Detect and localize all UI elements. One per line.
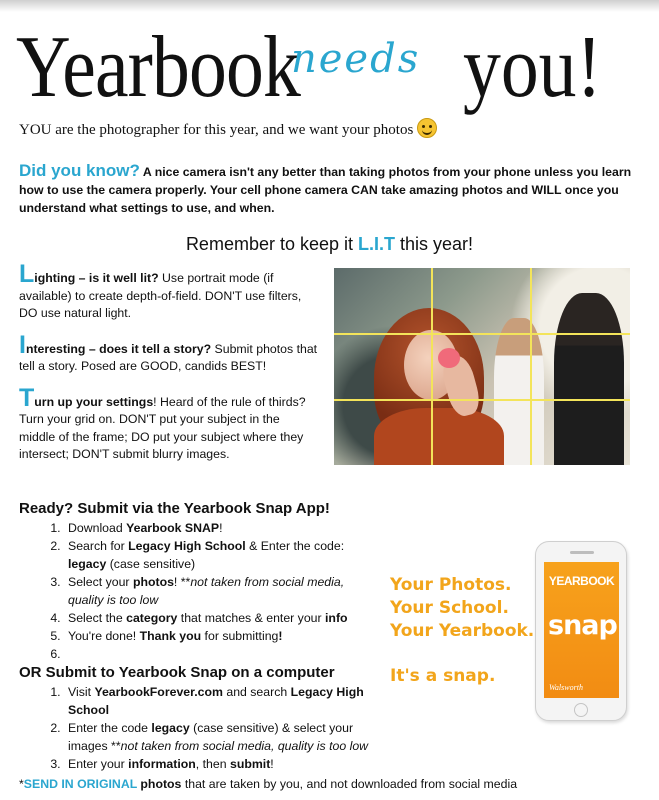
remember-before: Remember to keep it — [185, 234, 359, 254]
tip-lighting — [19, 260, 319, 323]
did-you-know-text: A nice camera isn't any better than taking photos from your phone unless you learn how to use the camera properly. Your cell phone camera CAN take amazing photos and WILL once you understand what settings to use, and when. — [19, 165, 632, 215]
remember-lit-heading — [0, 234, 659, 255]
list-item-empty — [64, 645, 379, 663]
lit-tips — [19, 260, 319, 476]
grid-line-horizontal — [334, 399, 630, 401]
tip-turn-up-settings — [19, 383, 319, 464]
list-item: 1. Visit YearbookForever.com and search Legacy High School — [64, 683, 379, 719]
list-item: 3. Select your photos! **not taken from social media, quality is too low — [64, 573, 379, 609]
makeup-sponge — [438, 348, 460, 368]
grid-line-horizontal — [334, 333, 630, 335]
brand-logo: Walsworth — [549, 683, 583, 692]
tip-head: ighting – is it well lit? — [34, 271, 159, 285]
app-title: YEARBOOK — [548, 574, 615, 588]
title-word-you: you! — [463, 19, 602, 116]
tip-head: nteresting – does it tell a story? — [25, 341, 212, 356]
tip-head: urn up your settings — [34, 394, 154, 409]
computer-steps — [64, 683, 379, 773]
title-word-yearbook: Yearbook — [16, 19, 300, 116]
intro-line — [19, 118, 437, 139]
submission-instructions — [19, 500, 379, 773]
yearbook-snap-slogan — [390, 574, 534, 688]
intro-text: YOU are the photographer for this year, and we want your photos — [19, 122, 414, 138]
slogan-tagline: It's a snap. — [390, 666, 496, 686]
list-item: 2. Enter the code legacy (case sensitive) & select your images **not taken from social media, quality is too low — [64, 719, 379, 755]
phone-speaker — [570, 551, 594, 554]
phone-screen — [544, 562, 619, 698]
photo-background-person — [554, 293, 624, 465]
tip-letter: L — [19, 260, 35, 288]
tip-interesting — [19, 330, 319, 376]
tip-body: Submit photos that tell a story. Posed are GOOD, candids BEST! — [19, 341, 318, 373]
did-you-know-lead: Did you know? — [19, 161, 140, 180]
smiley-emoji-icon — [417, 118, 437, 138]
app-steps — [64, 519, 379, 663]
grid-line-vertical — [530, 268, 532, 465]
list-item: 2. Search for Legacy High School & Enter the code: legacy (case sensitive) — [64, 537, 379, 573]
snap-logo: snap — [548, 610, 617, 641]
slogan-line: Your Photos. — [390, 575, 512, 595]
page-title — [16, 10, 656, 120]
app-heading: Ready? Submit via the Yearbook Snap App! — [19, 500, 330, 517]
footnote-highlight: SEND IN ORIGINAL — [23, 777, 137, 791]
tip-body: Use portrait mode (if available) to create depth-of-field. DON'T use filters, DO use natural light. — [19, 271, 302, 320]
list-item: 5. You're done! Thank you for submitting! — [64, 627, 379, 645]
list-item: 4. Select the category that matches & enter your info — [64, 609, 379, 627]
footnote: *SEND IN ORIGINAL photos that are taken by you, and not downloaded from social media — [19, 777, 518, 791]
did-you-know-paragraph — [19, 162, 639, 217]
tip-letter: I — [19, 330, 26, 359]
computer-heading: OR Submit to Yearbook Snap on a computer — [19, 664, 335, 681]
yearbook-snap-phone-image — [535, 541, 627, 721]
photo-subject-top — [374, 408, 504, 465]
list-item: 1. Download Yearbook SNAP! — [64, 519, 379, 537]
slogan-line: Your School. — [390, 598, 509, 618]
tip-letter: T — [19, 383, 35, 412]
remember-lit: L.I.T — [358, 234, 396, 254]
phone-home-button — [574, 703, 588, 717]
tip-body: ! Heard of the rule of thirds? Turn your grid on. DON'T put your subject in the middle of the frame; DO put your subject where they intersect; DON'T submit blurry images. — [19, 394, 306, 461]
list-item: 3. Enter your information, then submit! — [64, 755, 379, 773]
remember-after: this year! — [395, 234, 474, 254]
title-word-needs: needs — [291, 36, 421, 82]
grid-line-vertical — [431, 268, 433, 465]
slogan-line: Your Yearbook. — [390, 621, 535, 641]
rule-of-thirds-photo — [334, 268, 630, 465]
